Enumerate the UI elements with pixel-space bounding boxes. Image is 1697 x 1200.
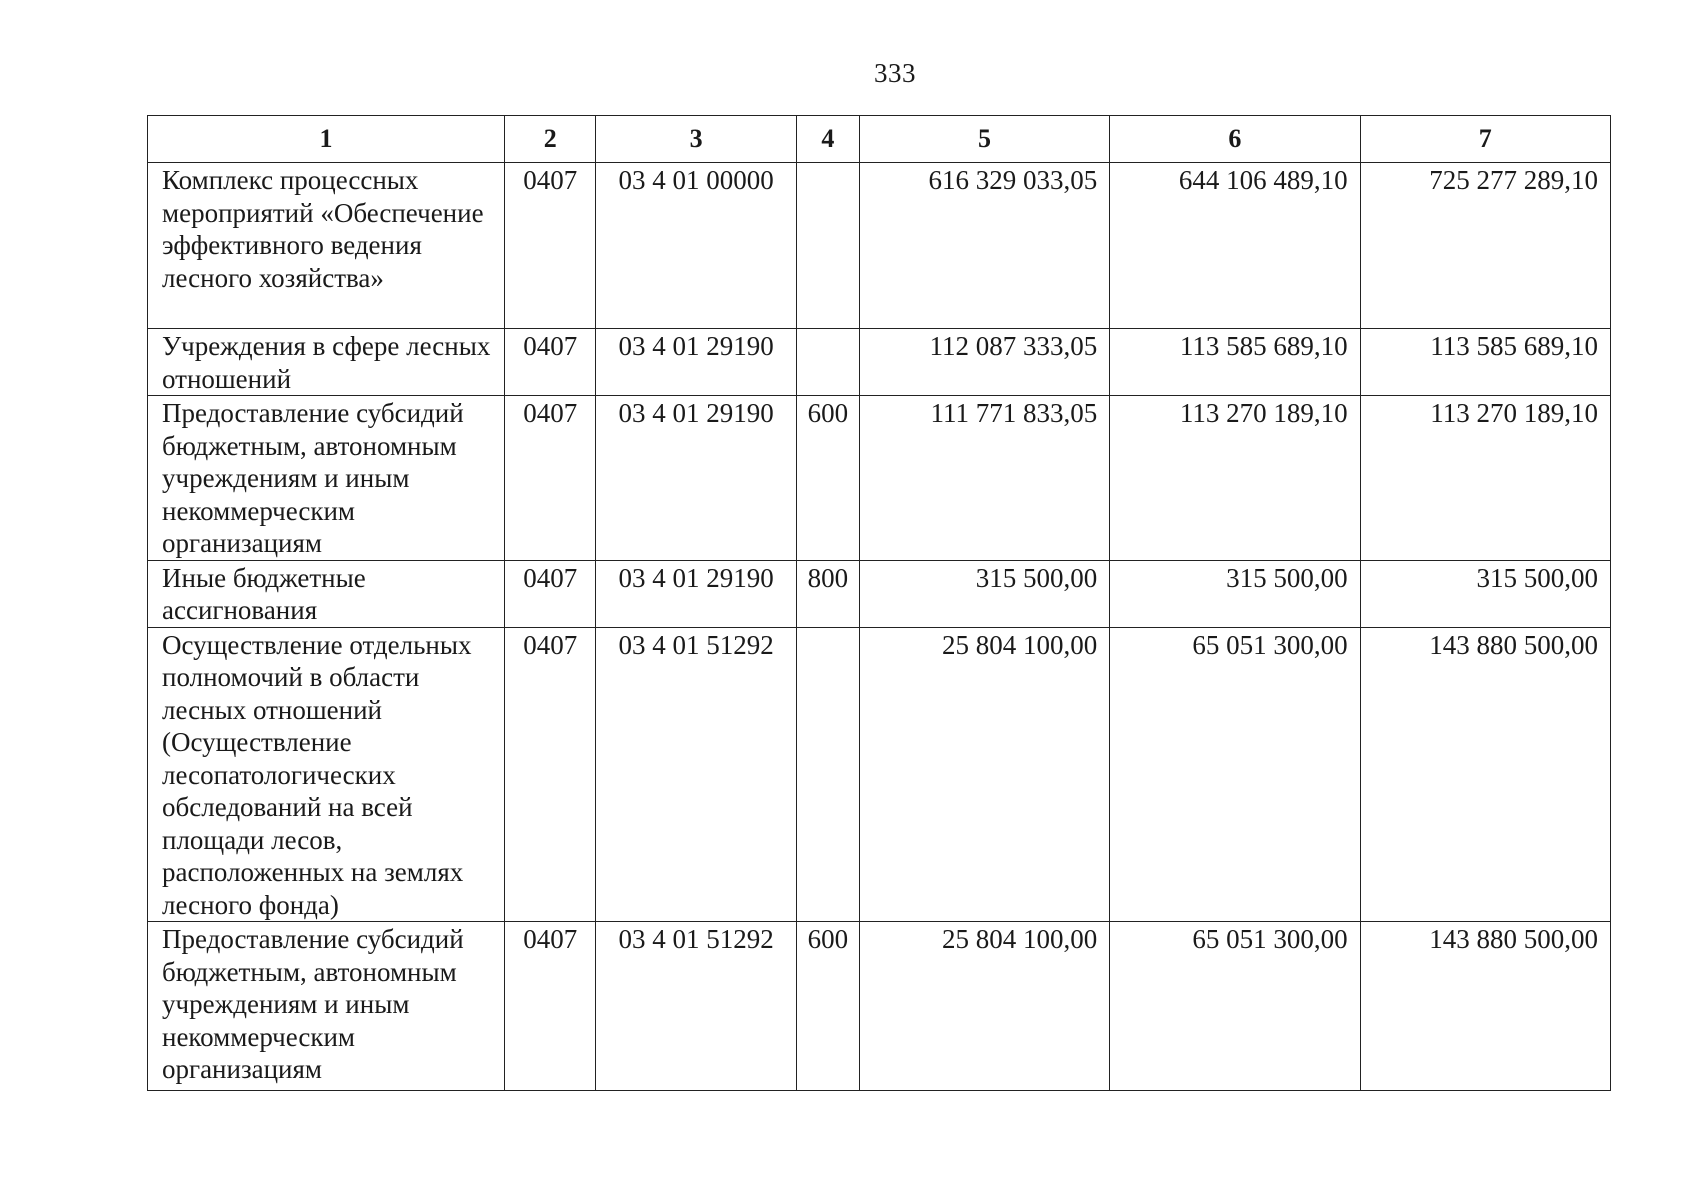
expense-type	[796, 163, 859, 329]
amount-col-7: 315 500,00	[1360, 560, 1610, 627]
amount-col-5: 25 804 100,00	[859, 627, 1109, 922]
section-code: 0407	[505, 329, 596, 396]
column-header-3: 3	[596, 116, 796, 163]
column-header-6: 6	[1110, 116, 1360, 163]
amount-col-6: 65 051 300,00	[1110, 627, 1360, 922]
expense-type	[796, 627, 859, 922]
amount-col-6: 644 106 489,10	[1110, 163, 1360, 329]
target-code: 03 4 01 29190	[596, 560, 796, 627]
amount-col-5: 111 771 833,05	[859, 396, 1109, 561]
expense-type: 800	[796, 560, 859, 627]
budget-table	[147, 115, 1611, 1091]
item-name: Учреждения в сфере лесных отношений	[148, 329, 505, 396]
section-code: 0407	[505, 396, 596, 561]
amount-col-7: 143 880 500,00	[1360, 627, 1610, 922]
amount-col-7: 113 585 689,10	[1360, 329, 1610, 396]
amount-col-7: 725 277 289,10	[1360, 163, 1610, 329]
column-header-4: 4	[796, 116, 859, 163]
item-name: Комплекс процессных мероприятий «Обеспечение эффективного ведения лесного хозяйства»	[148, 163, 505, 329]
amount-col-5: 616 329 033,05	[859, 163, 1109, 329]
section-code: 0407	[505, 922, 596, 1091]
item-name: Осуществление отдельных полномочий в области лесных отношений (Осуществление лесопатологических обследований на всей площади лесов, расположенных на землях лесного фонда)	[148, 627, 505, 922]
section-code: 0407	[505, 627, 596, 922]
amount-col-5: 25 804 100,00	[859, 922, 1109, 1091]
column-header-7: 7	[1360, 116, 1610, 163]
page-number: 333	[874, 58, 916, 88]
table-header-row	[148, 116, 1611, 163]
item-name: Иные бюджетные ассигнования	[148, 560, 505, 627]
amount-col-7: 143 880 500,00	[1360, 922, 1610, 1091]
amount-col-6: 113 585 689,10	[1110, 329, 1360, 396]
item-name: Предоставление субсидий бюджетным, автономным учреждениям и иным некоммерческим организациям	[148, 922, 505, 1091]
target-code: 03 4 01 51292	[596, 627, 796, 922]
amount-col-6: 315 500,00	[1110, 560, 1360, 627]
table-row	[148, 329, 1611, 396]
target-code: 03 4 01 00000	[596, 163, 796, 329]
target-code: 03 4 01 51292	[596, 922, 796, 1091]
section-code: 0407	[505, 560, 596, 627]
table-row	[148, 396, 1611, 561]
expense-type: 600	[796, 922, 859, 1091]
expense-type	[796, 329, 859, 396]
amount-col-5: 112 087 333,05	[859, 329, 1109, 396]
expense-type: 600	[796, 396, 859, 561]
section-code: 0407	[505, 163, 596, 329]
column-header-5: 5	[859, 116, 1109, 163]
table-row	[148, 163, 1611, 329]
table-row	[148, 922, 1611, 1091]
amount-col-5: 315 500,00	[859, 560, 1109, 627]
amount-col-7: 113 270 189,10	[1360, 396, 1610, 561]
amount-col-6: 113 270 189,10	[1110, 396, 1360, 561]
column-header-2: 2	[505, 116, 596, 163]
table-row	[148, 627, 1611, 922]
amount-col-6: 65 051 300,00	[1110, 922, 1360, 1091]
target-code: 03 4 01 29190	[596, 396, 796, 561]
column-header-1: 1	[148, 116, 505, 163]
target-code: 03 4 01 29190	[596, 329, 796, 396]
table-row	[148, 560, 1611, 627]
item-name: Предоставление субсидий бюджетным, автономным учреждениям и иным некоммерческим организациям	[148, 396, 505, 561]
